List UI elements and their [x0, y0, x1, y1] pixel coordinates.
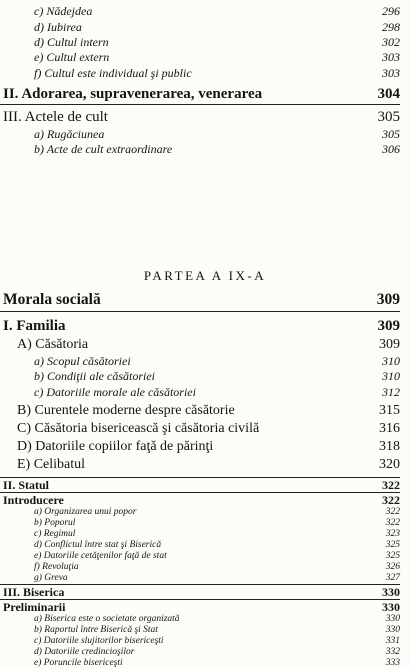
toc-section-label: II. Adorarea, supravenerarea, venerarea [3, 86, 263, 102]
toc-entry-page: 306 [382, 142, 400, 156]
toc-section-page: 309 [376, 291, 400, 308]
toc-entry [0, 35, 400, 49]
toc-entry [0, 540, 400, 551]
toc-entry-label: a) Scopul căsătoriei [34, 354, 131, 368]
toc-entry-page: 327 [385, 573, 400, 583]
toc-entry [0, 507, 400, 518]
toc-entry-label: d) Datoriile credincioşilor [34, 647, 135, 657]
toc-entry-page: 333 [385, 658, 400, 668]
toc-section [0, 109, 400, 126]
toc-entry [0, 573, 400, 584]
toc-section-label: Introducere [3, 493, 64, 507]
toc-entry [0, 336, 400, 353]
toc-entry [0, 658, 400, 669]
divider [0, 104, 400, 105]
toc-entry-page: 318 [379, 439, 400, 454]
toc-section-page: 305 [377, 109, 400, 125]
toc-section-label: Morala socială [3, 291, 101, 308]
toc-entry-label: a) Organizarea unui popor [34, 507, 137, 517]
toc-entry-label: a) Rugăciunea [34, 127, 105, 141]
toc-entry-page: 322 [385, 518, 400, 528]
toc-entry [0, 636, 400, 647]
toc-entry-label: E) Celibatul [17, 457, 86, 472]
toc-entry-label: A) Căsătoria [17, 337, 89, 352]
toc-section [0, 316, 400, 336]
toc-section [0, 84, 400, 104]
toc-entry [0, 142, 400, 156]
toc-section [0, 478, 400, 492]
toc-section-page: 309 [377, 318, 400, 334]
toc-section [0, 493, 400, 507]
toc-section-page: 322 [382, 478, 400, 492]
toc-entry-page: 332 [385, 647, 400, 657]
toc-entry-page: 302 [382, 35, 400, 49]
toc-entry-page: 330 [385, 625, 400, 635]
toc-entry-label: d) Cultul intern [34, 35, 109, 49]
toc-entry-label: e) Cultul extern [34, 50, 110, 64]
toc-entry-label: d) Iubirea [34, 20, 82, 34]
toc-section [0, 290, 400, 310]
toc-entry-page: 325 [385, 551, 400, 561]
toc-entry-page: 325 [385, 540, 400, 550]
toc-entry-label: b) Poporul [34, 518, 76, 528]
toc-entry [0, 647, 400, 658]
toc-section-page: 330 [382, 585, 400, 599]
toc-entry-label: f) Cultul este individual şi public [34, 66, 192, 80]
toc-entry [0, 20, 400, 34]
toc-section-label: II. Statul [3, 478, 50, 492]
toc-entry-page: 310 [382, 354, 400, 368]
toc-section [0, 585, 400, 599]
toc-section-label: III. Biserica [3, 585, 65, 599]
toc-entry-page: 312 [382, 385, 400, 399]
toc-entry-page: 331 [385, 636, 400, 646]
toc-entry-label: b) Acte de cult extraordinare [34, 142, 173, 156]
toc-entry-page: 322 [385, 507, 400, 517]
toc-entry-label: g) Greva [34, 573, 68, 583]
toc-entry-page: 303 [382, 66, 400, 80]
toc-entry [0, 420, 400, 437]
toc-entry [0, 625, 400, 636]
toc-entry-page: 315 [379, 403, 400, 418]
toc-entry-label: e) Poruncile bisericeşti [34, 658, 123, 668]
toc-entry-page: 316 [379, 421, 400, 436]
toc-entry-page: 310 [382, 369, 400, 383]
toc-section-label: III. Actele de cult [3, 109, 108, 125]
toc-section-label: I. Familia [3, 318, 66, 334]
toc-entry-page: 326 [385, 562, 400, 572]
toc-entry [0, 385, 400, 399]
toc-entry [0, 127, 400, 141]
toc-entry-label: c) Regimul [34, 529, 76, 539]
toc-section-page: 304 [377, 86, 400, 102]
divider [0, 311, 400, 312]
toc-entry-page: 296 [382, 4, 400, 18]
toc-entry-page: 305 [382, 127, 400, 141]
toc-entry-page: 303 [382, 50, 400, 64]
toc-entry-page: 320 [379, 457, 400, 472]
toc-entry-label: b) Condiţii ale căsătoriei [34, 369, 155, 383]
toc-section-page: 330 [382, 600, 400, 614]
toc-entry [0, 369, 400, 383]
toc-entry [0, 66, 400, 80]
toc-entry-label: C) Căsătoria bisericească şi căsătoria civilă [17, 421, 260, 436]
toc-entry [0, 551, 400, 562]
toc-entry-label: c) Nădejdea [34, 4, 93, 18]
toc-entry-label: a) Biserica este o societate organizată [34, 614, 180, 624]
toc-entry [0, 402, 400, 419]
toc-entry-label: d) Conflictul între stat şi Biserică [34, 540, 162, 550]
toc-entry-label: e) Datoriile cetăţenilor faţă de stat [34, 551, 167, 561]
toc-entry-label: D) Datoriile copiilor faţă de părinţi [17, 439, 214, 454]
toc-section [0, 600, 400, 614]
toc-entry-label: c) Datoriile morale ale căsătoriei [34, 385, 196, 399]
toc-entry-page: 298 [382, 20, 400, 34]
toc-entry [0, 518, 400, 529]
toc-entry-page: 323 [385, 529, 400, 539]
toc-entry-page: 309 [379, 337, 400, 352]
toc-entry [0, 562, 400, 573]
toc-entry [0, 529, 400, 540]
toc-entry-label: B) Curentele moderne despre căsătorie [17, 403, 235, 418]
toc-entry-label: f) Revoluţia [34, 562, 79, 572]
toc-section-page: 322 [382, 493, 400, 507]
part-title: PARTEA A IX-A [143, 268, 267, 283]
toc-section-label: Preliminarii [3, 600, 66, 614]
toc-entry-page: 330 [385, 614, 400, 624]
toc-entry-label: b) Raportul între Biserică şi Stat [34, 625, 158, 635]
toc-entry [0, 614, 400, 625]
toc-entry [0, 438, 400, 455]
toc-entry [0, 50, 400, 64]
toc-entry-label: c) Datoriile slujitorilor bisericeşti [34, 636, 164, 646]
toc-entry [0, 354, 400, 368]
toc-entry [0, 456, 400, 473]
toc-entry [0, 4, 400, 18]
